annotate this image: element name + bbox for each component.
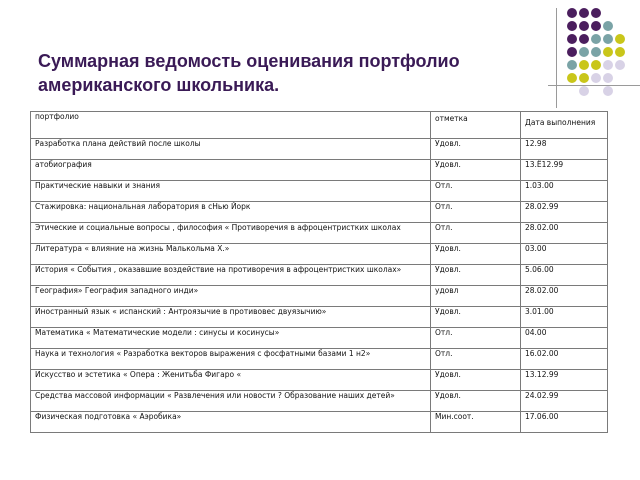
decorative-dot bbox=[591, 60, 601, 70]
decorative-dot bbox=[615, 34, 625, 44]
row-mark: удовл bbox=[431, 286, 521, 307]
row-mark: Мин.соот. bbox=[431, 412, 521, 433]
decorative-dot bbox=[579, 34, 589, 44]
decorative-dot bbox=[591, 34, 601, 44]
table-row bbox=[31, 307, 608, 328]
decorative-dot bbox=[615, 47, 625, 57]
row-date: 3.01.00 bbox=[521, 307, 608, 328]
row-subject: атобиография bbox=[31, 160, 431, 181]
row-subject: Физическая подготовка « Аэробика» bbox=[31, 412, 431, 433]
row-subject: История « События , оказавшие воздействие на противоречия в афроцентристких школах» bbox=[31, 265, 431, 286]
table-row bbox=[31, 349, 608, 370]
decorative-dot bbox=[567, 47, 577, 57]
row-mark: Удовл. bbox=[431, 370, 521, 391]
decorative-dot bbox=[567, 60, 577, 70]
table-row bbox=[31, 391, 608, 412]
page-title: Суммарная ведомость оценивания портфолио американского школьника. bbox=[38, 51, 460, 95]
decorative-dot bbox=[579, 21, 589, 31]
decorative-dot bbox=[603, 86, 613, 96]
decorative-dot bbox=[591, 8, 601, 18]
row-date: 1.03.00 bbox=[521, 181, 608, 202]
decorative-dot bbox=[603, 47, 613, 57]
header-date: Дата выполнения bbox=[525, 118, 596, 127]
table-row bbox=[31, 286, 608, 307]
table-row bbox=[31, 139, 608, 160]
row-subject: Иностранный язык « испанский : Антроязычие в противовес двуязычию» bbox=[31, 307, 431, 328]
decorative-dot bbox=[567, 73, 577, 83]
row-date: 12.98 bbox=[521, 139, 608, 160]
decorative-dot bbox=[615, 60, 625, 70]
row-date: 28.02.00 bbox=[521, 286, 608, 307]
row-mark: Отл. bbox=[431, 223, 521, 244]
row-subject: Стажировка: национальная лаборатория в сНью Йорк bbox=[31, 202, 431, 223]
table-row bbox=[31, 244, 608, 265]
row-date: 16.02.00 bbox=[521, 349, 608, 370]
row-date: 24.02.99 bbox=[521, 391, 608, 412]
row-subject: Средства массовой информации « Развлечения или новости ? Образование наших детей» bbox=[31, 391, 431, 412]
table-row bbox=[31, 412, 608, 433]
row-subject: Математика « Математические модели : синусы и косинусы» bbox=[31, 328, 431, 349]
decorative-dot bbox=[579, 73, 589, 83]
row-date: 03.00 bbox=[521, 244, 608, 265]
table-row bbox=[31, 328, 608, 349]
row-mark: Удовл. bbox=[431, 265, 521, 286]
decorative-dot bbox=[603, 21, 613, 31]
header-mark-cell bbox=[431, 112, 521, 139]
table-row bbox=[31, 265, 608, 286]
row-date: 13.12.99 bbox=[521, 370, 608, 391]
row-mark: Отл. bbox=[431, 328, 521, 349]
row-subject: Искусство и эстетика « Опера : Женитьба Фигаро « bbox=[31, 370, 431, 391]
row-subject: Наука и технология « Разработка векторов выражения с фосфатными базами 1 н2» bbox=[31, 349, 431, 370]
header-date-cell bbox=[521, 112, 608, 139]
decorative-dot bbox=[603, 60, 613, 70]
table-row bbox=[31, 223, 608, 244]
row-subject: География» География западного инди» bbox=[31, 286, 431, 307]
row-date: 28.02.00 bbox=[521, 223, 608, 244]
decorative-dot bbox=[579, 47, 589, 57]
decorative-dot bbox=[567, 21, 577, 31]
decorative-dot bbox=[579, 86, 589, 96]
row-mark: Отл. bbox=[431, 202, 521, 223]
row-date: 28.02.99 bbox=[521, 202, 608, 223]
row-subject: Практические навыки и знания bbox=[31, 181, 431, 202]
decorative-dot bbox=[591, 73, 601, 83]
row-mark: Отл. bbox=[431, 181, 521, 202]
row-date: 04.00 bbox=[521, 328, 608, 349]
row-mark: Удовл. bbox=[431, 307, 521, 328]
table-row bbox=[31, 370, 608, 391]
row-subject: Разработка плана действий после школы bbox=[31, 139, 431, 160]
decorative-dot bbox=[567, 8, 577, 18]
header-mark: отметка bbox=[435, 114, 468, 123]
decorative-dot bbox=[579, 60, 589, 70]
decorative-dot bbox=[567, 34, 577, 44]
table-row bbox=[31, 202, 608, 223]
decorative-dot bbox=[591, 47, 601, 57]
row-date: 5.06.00 bbox=[521, 265, 608, 286]
table-row bbox=[31, 160, 608, 181]
row-subject: Литература « влияние на жизнь Малькольма Х.» bbox=[31, 244, 431, 265]
row-date: 13.Ё12.99 bbox=[521, 160, 608, 181]
row-mark: Удовл. bbox=[431, 244, 521, 265]
row-subject: Этические и социальные вопросы , философия « Противоречия в афроцентристких школах bbox=[31, 223, 431, 244]
decorative-dot bbox=[579, 8, 589, 18]
row-mark: Удовл. bbox=[431, 160, 521, 181]
header-portfolio: портфолио bbox=[31, 112, 431, 139]
row-mark: Удовл. bbox=[431, 139, 521, 160]
row-mark: Удовл. bbox=[431, 391, 521, 412]
table-row bbox=[31, 112, 608, 139]
decorative-dot bbox=[603, 73, 613, 83]
decorative-dot bbox=[603, 34, 613, 44]
assessment-table bbox=[30, 111, 608, 433]
divider-vertical bbox=[556, 8, 557, 108]
decorative-dot bbox=[591, 21, 601, 31]
table-row bbox=[31, 181, 608, 202]
decorative-dot-grid bbox=[567, 8, 637, 106]
row-date: 17.06.00 bbox=[521, 412, 608, 433]
row-mark: Отл. bbox=[431, 349, 521, 370]
